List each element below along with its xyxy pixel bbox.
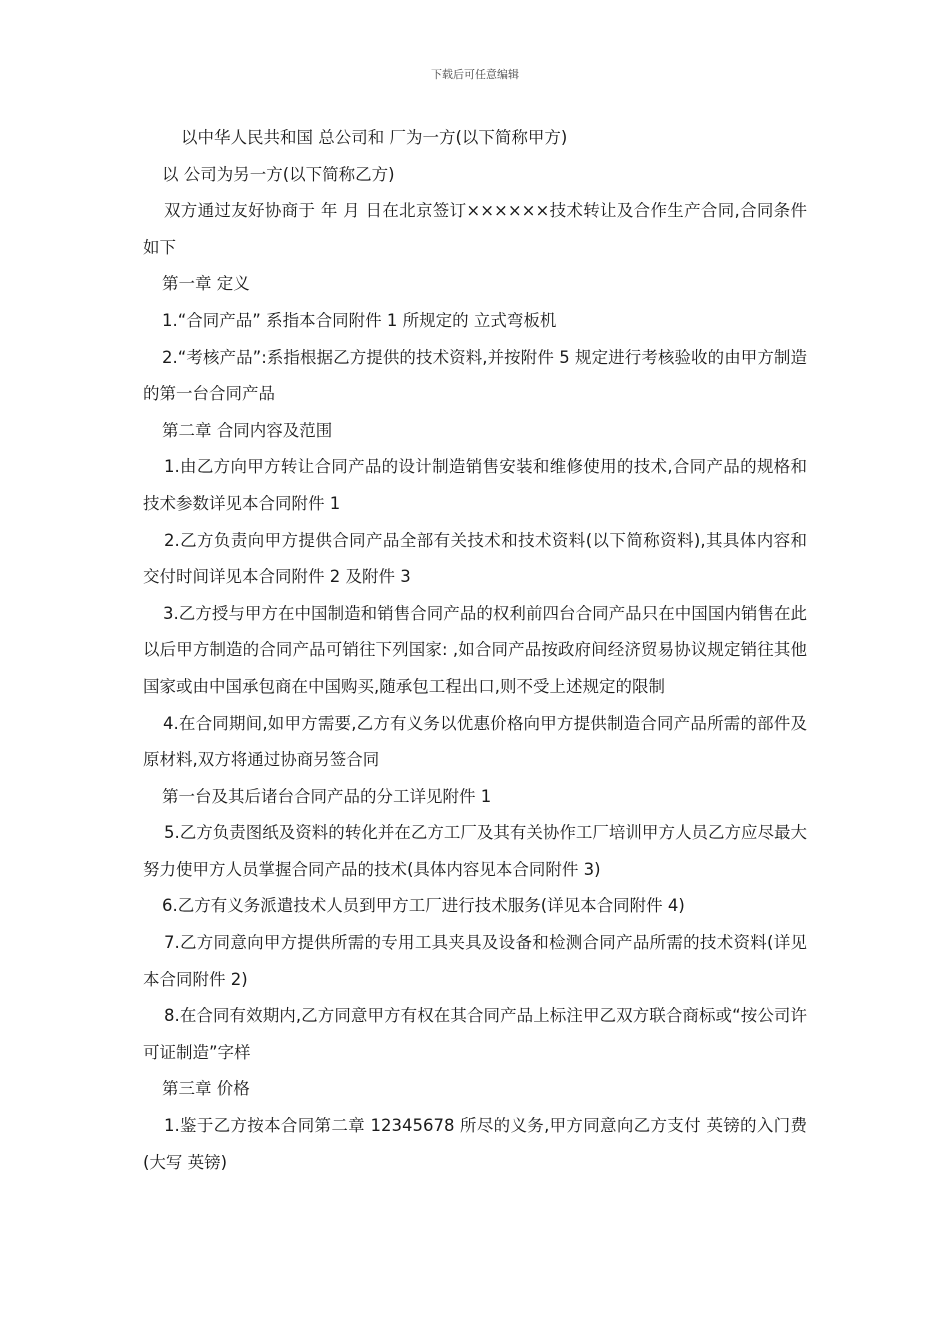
clause-2-5: 5.乙方负责图纸及资料的转化并在乙方工厂及其有关协作工厂培训甲方人员乙方应尽最大努力使甲方人员掌握合同产品的技术(具体内容见本合同附件 3) (143, 823, 807, 879)
paragraph-agreement-intro: 双方通过友好协商于 年 月 日在北京签订××××××技术转让及合作生产合同,合同条件如下 (143, 201, 807, 257)
clause-3-1: 1.鉴于乙方按本合同第二章 12345678 所尽的义务,甲方同意向乙方支付 英镑的入门费(大写 英镑) (143, 1116, 807, 1172)
clause-2-4: 4.在合同期间,如甲方需要,乙方有义务以优惠价格向甲方提供制造合同产品所需的部件及原材料,双方将通过协商另签合同 (143, 713, 807, 770)
clause-2-1: 1.由乙方向甲方转让合同产品的设计制造销售安装和维修使用的技术,合同产品的规格和技术参数详见本合同附件 1 (143, 457, 807, 513)
paragraph-party-a: 以中华人民共和国 总公司和 厂为一方(以下简称甲方) (181, 128, 568, 147)
clause-2-7: 7.乙方同意向甲方提供所需的专用工具夹具及设备和检测合同产品所需的技术资料(详见本合同附件 2) (143, 933, 807, 989)
chapter-heading-2: 第二章 合同内容及范围 (162, 420, 333, 440)
clause-1-1: 1.“合同产品” 系指本合同附件 1 所规定的 立式弯板机 (162, 310, 557, 330)
clause-2-8: 8.在合同有效期内,乙方同意甲方有权在其合同产品上标注甲乙双方联合商标或“按公司许可证制造”字样 (143, 1006, 807, 1062)
page-header: 下载后可任意编辑 (431, 68, 519, 81)
document-body (143, 120, 807, 1181)
clause-2-2: 2.乙方负责向甲方提供合同产品全部有关技术和技术资料(以下简称资料),其具体内容和交付时间详见本合同附件 2 及附件 3 (143, 530, 807, 587)
clause-1-2: 2.“考核产品”:系指根据乙方提供的技术资料,并按附件 5 规定进行考核验收的由甲方制造的第一台合同产品 (143, 347, 807, 404)
clause-2-6: 6.乙方有义务派遣技术人员到甲方工厂进行技术服务(详见本合同附件 4) (162, 896, 685, 916)
chapter-heading-1: 第一章 定义 (162, 274, 250, 294)
paragraph-division-of-work: 第一台及其后诸台合同产品的分工详见附件 1 (162, 786, 492, 806)
clause-2-3: 3.乙方授与甲方在中国制造和销售合同产品的权利前四台合同产品只在中国国内销售在此以后甲方制造的合同产品可销往下列国家: ,如合同产品按政府间经济贸易协议规定销往其他国家或由中国承包商在中国购买,随承包工程出口,则不受上述规定的限制 (143, 603, 807, 696)
paragraph-party-b: 以 公司为另一方(以下简称乙方) (162, 164, 395, 184)
chapter-heading-3: 第三章 价格 (162, 1079, 250, 1099)
